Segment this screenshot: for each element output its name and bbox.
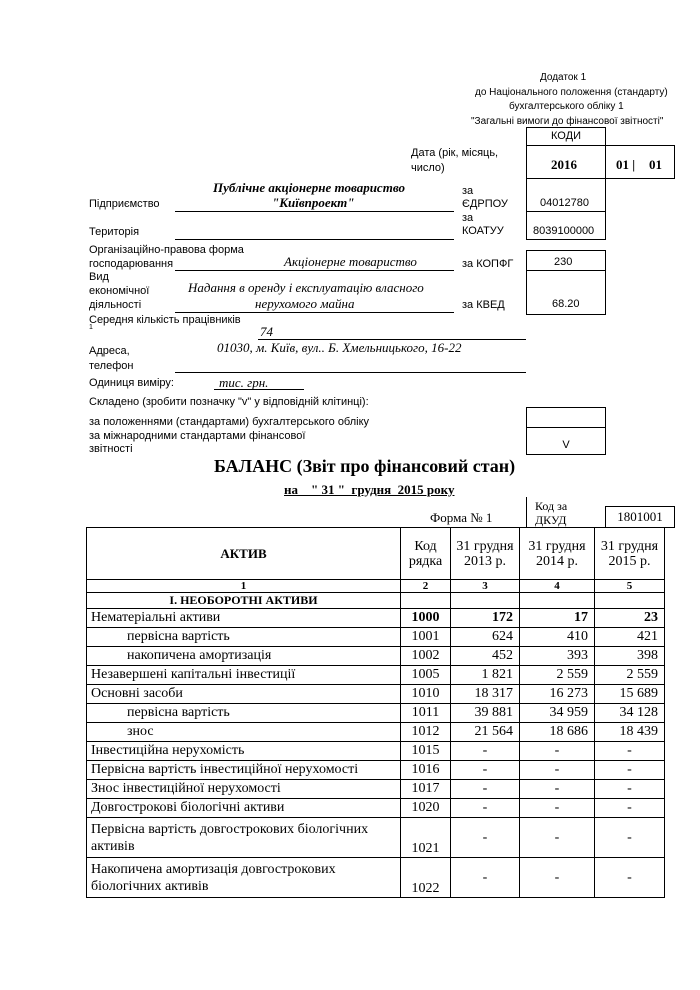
row-code: 1017 xyxy=(401,780,451,799)
col-number-2: 2 xyxy=(401,580,451,593)
employees-label: Середня кількість працівників xyxy=(89,314,241,326)
table-header-row xyxy=(87,528,665,580)
row-name xyxy=(87,818,401,858)
row-value-2015: - xyxy=(595,780,665,799)
dkud-cell xyxy=(605,506,675,528)
date-label-1: Дата (рік, місяць, xyxy=(411,147,499,159)
row-code: 1016 xyxy=(401,761,451,780)
row-value-2013: - xyxy=(451,742,520,761)
activity-underline xyxy=(175,312,454,313)
row-value-2015: 34 128 xyxy=(595,704,665,723)
legal-form-label-2: господарювання xyxy=(89,258,174,270)
header-2013: 31 грудня 2013 р. xyxy=(451,528,520,580)
dkud-label-1: Код за xyxy=(535,499,568,513)
row-name: знос xyxy=(87,723,401,742)
table-row xyxy=(87,761,665,780)
row-value-2013: 21 564 xyxy=(451,723,520,742)
row-name: Нематеріальні активи xyxy=(87,609,401,628)
date-day: 01 xyxy=(649,157,662,172)
section-title: І. НЕОБОРОТНІ АКТИВИ xyxy=(87,593,401,609)
row-value-2015: 398 xyxy=(595,647,665,666)
row-value-2013: 1 821 xyxy=(451,666,520,685)
row-name: Довгострокові біологічні активи xyxy=(87,799,401,818)
enterprise-underline xyxy=(175,211,454,212)
compiled-option-1: за положеннями (стандартами) бухгалтерського обліку xyxy=(89,416,370,428)
legal-form-value: Акціонерне товариство xyxy=(284,254,417,269)
page-title: БАЛАНС (Звіт про фінансовий стан) xyxy=(214,456,516,476)
compiled-option-2-line2: звітності xyxy=(89,443,133,455)
legal-form-underline xyxy=(175,270,454,271)
compiled-label: Складено (зробити позначку "v" у відповідній клітинці): xyxy=(89,396,369,408)
date-month: 01 | xyxy=(616,157,636,172)
enterprise-name-1: Публічне акціонерне товариство xyxy=(213,180,405,195)
header-2014: 31 грудня 2014 р. xyxy=(520,528,595,580)
row-value-2014: 34 959 xyxy=(520,704,595,723)
row-value-2013: 172 xyxy=(451,609,520,628)
row-value-2013: - xyxy=(451,799,520,818)
row-value-2014: 18 686 xyxy=(520,723,595,742)
checkbox-international-standards[interactable] xyxy=(526,427,606,455)
row-value-2013: 18 317 xyxy=(451,685,520,704)
row-value-2015: - xyxy=(595,742,665,761)
codes-header: КОДИ xyxy=(551,130,581,142)
edrpou-label-1: за xyxy=(462,185,474,197)
row-name-line1: Накопичена амортизація довгострокових xyxy=(91,861,336,877)
address-label-1: Адреса, xyxy=(89,345,130,357)
activity-value-1: Надання в оренду і експлуатацію власного xyxy=(188,280,424,295)
table-row xyxy=(87,799,665,818)
row-value-2015: - xyxy=(595,818,665,858)
form-separator xyxy=(526,497,527,527)
row-value-2015: - xyxy=(595,761,665,780)
row-value-2014: - xyxy=(520,742,595,761)
annex-line1: Додаток 1 xyxy=(540,72,587,83)
row-code: 1002 xyxy=(401,647,451,666)
table-row xyxy=(87,647,665,666)
header-code: Код рядка xyxy=(401,528,451,580)
row-value-2015: 23 xyxy=(595,609,665,628)
address-underline xyxy=(175,372,526,373)
row-value-2013: 452 xyxy=(451,647,520,666)
edrpou-label-2: ЄДРПОУ xyxy=(462,198,508,210)
col-number-1: 1 xyxy=(87,580,401,593)
row-code: 1012 xyxy=(401,723,451,742)
col-number-4: 4 xyxy=(520,580,595,593)
header-2015: 31 грудня 2015 р. xyxy=(595,528,665,580)
row-value-2014: 2 559 xyxy=(520,666,595,685)
row-code: 1011 xyxy=(401,704,451,723)
row-name: первісна вартість xyxy=(87,704,401,723)
row-value-2014: - xyxy=(520,780,595,799)
row-name: первісна вартість xyxy=(87,628,401,647)
address-value: 01030, м. Київ, вул.. Б. Хмельницького, 16-22 xyxy=(217,340,462,355)
kopfg-label: за КОПФГ xyxy=(462,258,514,270)
table-row xyxy=(87,666,665,685)
date-label-2: число) xyxy=(411,162,445,174)
row-value-2015: 421 xyxy=(595,628,665,647)
activity-label-3: діяльності xyxy=(89,299,142,311)
kved-label: за КВЕД xyxy=(462,299,505,311)
row-value-2013: 39 881 xyxy=(451,704,520,723)
row-value-2013: 624 xyxy=(451,628,520,647)
row-value-2013: - xyxy=(451,858,520,898)
row-value-2014: 16 273 xyxy=(520,685,595,704)
checkbox-national-standards[interactable] xyxy=(526,407,606,428)
row-name: Знос інвестиційної нерухомості xyxy=(87,780,401,799)
row-value-2013: - xyxy=(451,780,520,799)
row-code: 1020 xyxy=(401,799,451,818)
row-name-line2: біологічних активів xyxy=(91,878,209,894)
row-value-2013: - xyxy=(451,761,520,780)
col-number-5: 5 xyxy=(595,580,665,593)
row-value-2014: 410 xyxy=(520,628,595,647)
row-name-line2: активів xyxy=(91,838,135,854)
compiled-option-2-line1: за міжнародними стандартами фінансової xyxy=(89,430,306,442)
activity-value-2: нерухомого майна xyxy=(255,296,355,311)
enterprise-name-2: "Київпроект" xyxy=(272,195,355,210)
balance-table xyxy=(86,527,665,898)
row-value-2015: 18 439 xyxy=(595,723,665,742)
table-row xyxy=(87,818,665,858)
table-row xyxy=(87,704,665,723)
row-code: 1010 xyxy=(401,685,451,704)
unit-underline xyxy=(214,389,304,390)
territory-underline xyxy=(175,239,454,240)
employees-footnote: 1 xyxy=(89,324,93,331)
date-year: 2016 xyxy=(551,157,577,172)
row-code: 1015 xyxy=(401,742,451,761)
table-row xyxy=(87,685,665,704)
table-row xyxy=(87,628,665,647)
row-value-2014: - xyxy=(520,858,595,898)
row-name: Первісна вартість інвестиційної нерухомості xyxy=(87,761,401,780)
col-number-3: 3 xyxy=(451,580,520,593)
row-value-2014: 393 xyxy=(520,647,595,666)
activity-label-2: економічної xyxy=(89,285,150,297)
edrpou-code: 04012780 xyxy=(540,197,589,209)
annex-line3: бухгалтерського обліку 1 xyxy=(509,101,624,112)
row-value-2013: - xyxy=(451,818,520,858)
enterprise-label: Підприємство xyxy=(89,198,160,210)
annex-line2: до Національного положення (стандарту) xyxy=(475,87,668,98)
table-number-row xyxy=(87,580,665,593)
row-value-2015: - xyxy=(595,799,665,818)
section-row xyxy=(87,593,665,609)
row-code: 1022 xyxy=(401,858,451,898)
dkud-code: 1801001 xyxy=(617,509,663,524)
kved-code: 68.20 xyxy=(552,298,580,310)
address-label-2: телефон xyxy=(89,360,134,372)
table-row xyxy=(87,723,665,742)
row-code: 1001 xyxy=(401,628,451,647)
koatuu-label-2: КОАТУУ xyxy=(462,225,504,237)
territory-label: Територія xyxy=(89,226,140,238)
table-row xyxy=(87,780,665,799)
dkud-label-2: ДКУД xyxy=(535,513,567,527)
unit-value: тис. грн. xyxy=(219,375,269,390)
row-value-2015: 2 559 xyxy=(595,666,665,685)
row-value-2015: - xyxy=(595,858,665,898)
table-row xyxy=(87,858,665,898)
unit-label: Одиниця виміру: xyxy=(89,377,174,389)
legal-form-label-1: Організаційно-правова форма xyxy=(89,244,244,256)
codes-header-cell xyxy=(526,127,606,146)
row-value-2014: - xyxy=(520,818,595,858)
page-subtitle: на " 31 " грудня 2015 року xyxy=(284,482,455,497)
row-name xyxy=(87,858,401,898)
row-value-2014: - xyxy=(520,761,595,780)
table-row xyxy=(87,609,665,628)
koatuu-label-1: за xyxy=(462,212,474,224)
row-code: 1021 xyxy=(401,818,451,858)
koatuu-code: 8039100000 xyxy=(533,225,595,237)
row-name: Незавершені капітальні інвестиції xyxy=(87,666,401,685)
employees-value: 74 xyxy=(260,324,273,339)
form-label: Форма № 1 xyxy=(430,510,493,525)
kopfg-code: 230 xyxy=(554,256,573,268)
row-value-2014: 17 xyxy=(520,609,595,628)
row-name: Інвестиційна нерухомість xyxy=(87,742,401,761)
row-name: накопичена амортизація xyxy=(87,647,401,666)
row-code: 1005 xyxy=(401,666,451,685)
table-row xyxy=(87,742,665,761)
compiled-mark: V xyxy=(562,439,570,451)
row-name-line1: Первісна вартість довгострокових біологічних xyxy=(91,821,369,837)
annex-line4: "Загальні вимоги до фінансової звітності" xyxy=(471,116,664,127)
row-value-2014: - xyxy=(520,799,595,818)
row-value-2015: 15 689 xyxy=(595,685,665,704)
activity-label-1: Вид xyxy=(89,271,109,283)
row-name: Основні засоби xyxy=(87,685,401,704)
row-code: 1000 xyxy=(401,609,451,628)
header-asset: АКТИВ xyxy=(87,528,401,580)
